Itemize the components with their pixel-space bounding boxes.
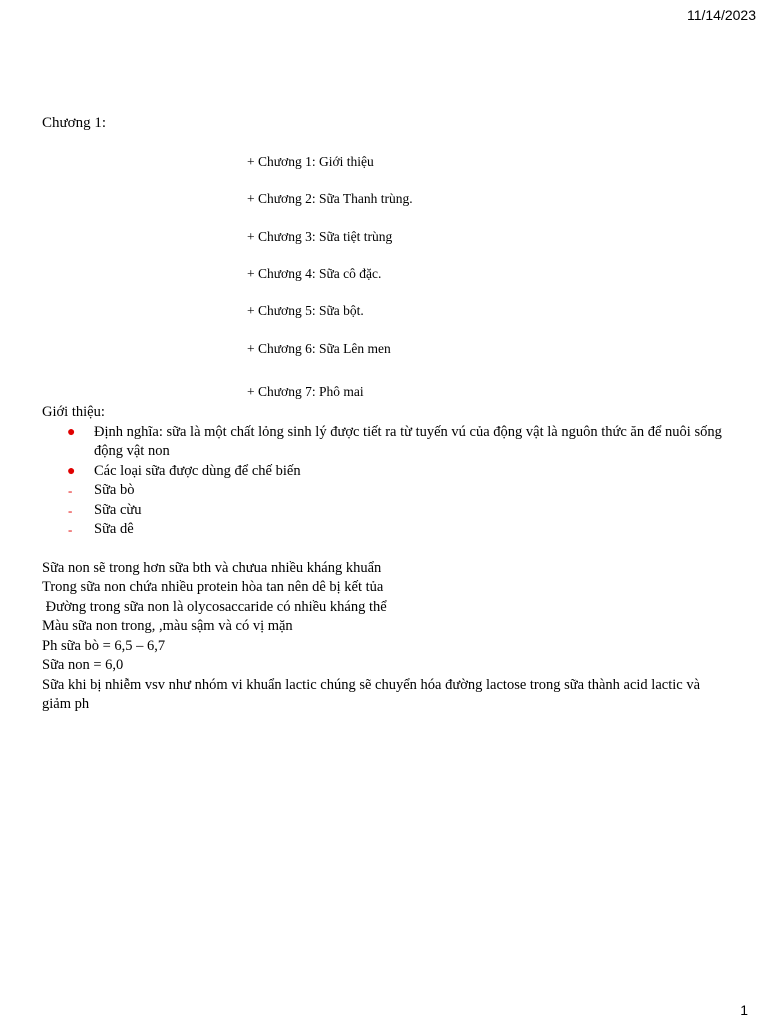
dash-icon: - [68,502,73,518]
bullet-dot-icon: ● [67,424,76,440]
chapter-heading: Chương 1: [42,115,106,131]
definition-list [42,423,732,540]
spacer [42,540,732,559]
intro-heading: Giới thiệu: [42,404,105,420]
paragraph-line: Sữa khi bị nhiễm vsv như nhóm vi khuẩn lactic chúng sẽ chuyển hóa đường lactose trong sữa thành acid lactic và giảm ph [42,676,701,712]
chapter-item-2: + Chương 2: Sữa Thanh trùng. [247,191,413,206]
bullet-item [42,462,732,482]
paragraph-line: Trong sữa non chứa nhiều protein hòa tan nên dê bị kết tủa [42,579,384,595]
dash-icon: - [68,522,73,537]
paragraph-line: Sữa non = 6,0 [42,657,124,673]
paragraph-line: Sữa non sẽ trong hơn sữa bth và chưua nhiều kháng khuẩn [42,559,382,576]
paragraph-line: Đường trong sữa non là olycosaccaride có nhiều kháng thể [42,598,387,615]
chapter-item-4: + Chương 4: Sữa cô đặc. [247,266,382,281]
dash-item [42,481,732,501]
body-content [42,403,732,715]
chapter-item-3: + Chương 3: Sữa tiệt trùng [247,229,393,244]
chapter-item-5: + Chương 5: Sữa bột. [247,303,364,318]
chapter-item-7: + Chương 7: Phô mai [247,384,364,399]
bullet-text: Các loại sữa được dùng để chế biến [94,462,301,479]
bullet-text: Định nghĩa: sữa là một chất lỏng sinh lý được tiết ra từ tuyến vú của động vật là nguôn thức ăn để nuôi sống động vật non [94,423,722,459]
dash-text: Sữa cừu [94,501,142,518]
page-number: 1 [740,1002,748,1018]
chapter-item-6: + Chương 6: Sữa Lên men [247,341,391,356]
paragraph-line: Ph sữa bò = 6,5 – 6,7 [42,637,166,654]
dash-text: Sữa bò [94,482,135,498]
dash-item [42,501,732,521]
paragraph-line: Màu sữa non trong, ,màu sậm và có vị mặn [42,618,293,634]
bullet-dot-icon: ● [67,463,76,479]
dash-text: Sữa dê [94,521,134,537]
slide-date: 11/14/2023 [686,7,756,23]
dash-item [42,520,732,540]
dash-icon: - [68,483,73,498]
chapter-item-1: + Chương 1: Giới thiệu [247,154,374,169]
bullet-item [42,423,732,462]
